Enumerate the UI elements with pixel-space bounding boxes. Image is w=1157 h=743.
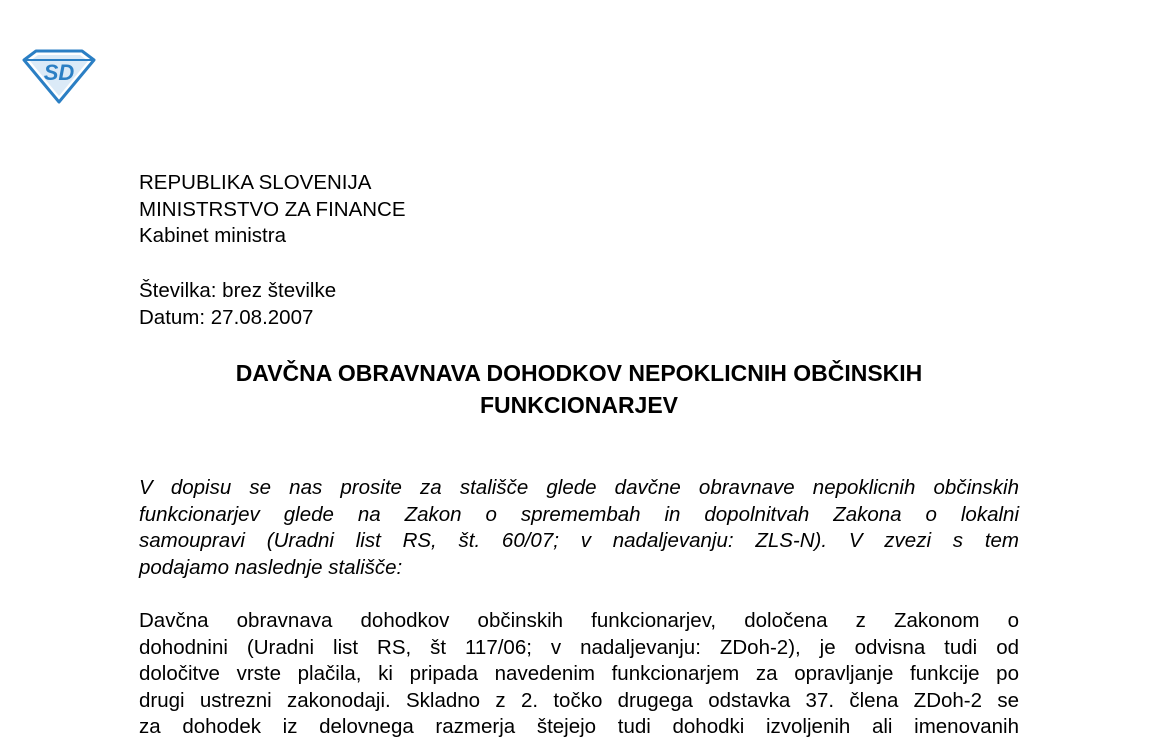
document-date: Datum: 27.08.2007 bbox=[139, 306, 314, 329]
body-line: za dohodek iz delovnega razmerja štejejo tudi dohodki izvoljenih ali imenovanih bbox=[139, 715, 1019, 738]
document-title bbox=[139, 357, 1019, 421]
document-meta bbox=[139, 277, 336, 331]
document-header bbox=[139, 170, 406, 250]
header-republic: REPUBLIKA SLOVENIJA bbox=[139, 171, 372, 194]
body-line: določitve vrste plačila, ki pripada navedenim funkcionarjem za opravljanje funkcije po bbox=[139, 662, 1019, 685]
document-number: Številka: brez številke bbox=[139, 279, 337, 302]
body-line: Davčna obravnava dohodkov občinskih funkcionarjev, določena z Zakonom o bbox=[139, 609, 1019, 632]
intro-paragraph bbox=[139, 475, 1019, 581]
logo-text: SD bbox=[43, 60, 75, 85]
body-line: drugi ustrezni zakonodaji. Skladno z 2. točko drugega odstavka 37. člena ZDoh-2 se bbox=[139, 688, 1019, 712]
intro-line: V dopisu se nas prosite za stališče glede davčne obravnave nepoklicnih občinskih bbox=[139, 476, 1019, 499]
intro-line: samoupravi (Uradni list RS, št. 60/07; v nadaljevanju: ZLS-N). V zvezi s tem bbox=[139, 529, 1019, 552]
header-ministry: MINISTRSTVO ZA FINANCE bbox=[139, 197, 406, 221]
title-line-2: FUNKCIONARJEV bbox=[479, 392, 679, 418]
ministry-logo bbox=[22, 46, 96, 104]
logo-emblem bbox=[22, 46, 96, 104]
intro-line: podajamo naslednje stališče: bbox=[139, 555, 403, 579]
title-line-1: DAVČNA OBRAVNAVA DOHODKOV NEPOKLICNIH OBČINSKIH bbox=[235, 360, 923, 386]
intro-line: funkcionarjev glede na Zakon o spremembah in dopolnitvah Zakona o lokalni bbox=[139, 502, 1019, 526]
body-paragraph bbox=[139, 608, 1019, 741]
header-cabinet: Kabinet ministra bbox=[139, 224, 286, 247]
body-line: dohodnini (Uradni list RS, št 117/06; v nadaljevanju: ZDoh-2), je odvisna tudi od bbox=[139, 635, 1019, 659]
